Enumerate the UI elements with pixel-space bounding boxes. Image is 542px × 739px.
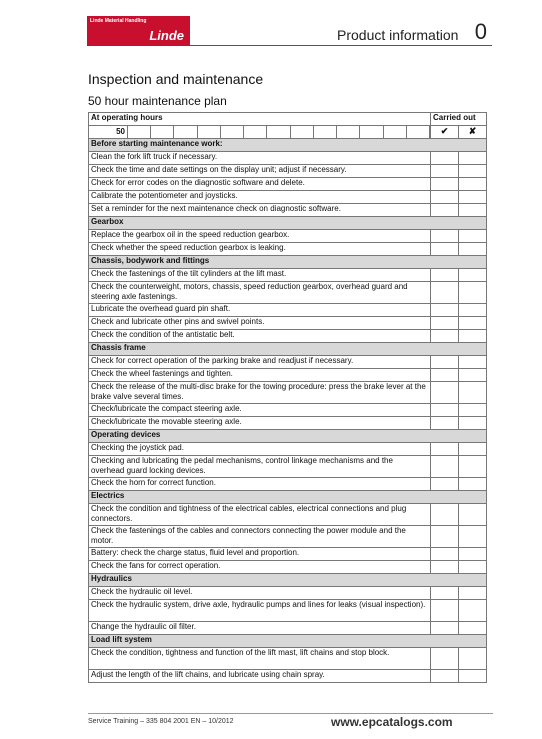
carried-out-check-cell[interactable] [431,330,459,343]
maintenance-task-row [89,330,487,343]
maintenance-task-row [89,600,487,622]
maintenance-task-row [89,191,487,204]
task-description: Check the condition and tightness of the electrical cables, electrical connections and plug connectors. [89,504,431,526]
section-header-row [89,217,487,230]
linde-logo [87,16,190,46]
section-header-row [89,430,487,443]
section-title: Operating devices [89,430,487,443]
maintenance-plan-table [88,112,487,683]
maintenance-task-row [89,304,487,317]
carried-out-check-cell[interactable] [431,382,459,404]
carried-out-check-cell[interactable] [431,165,459,178]
task-description: Check the condition, tightness and function of the lift mast, lift chains and stop block. [89,648,431,670]
carried-out-cross-cell[interactable] [459,548,487,561]
hours-grid-cell [267,126,290,138]
task-description: Battery: check the charge status, fluid level and proportion. [89,548,431,561]
section-title: Electrics [89,491,487,504]
carried-out-check-cell[interactable] [431,178,459,191]
task-description: Check whether the speed reduction gearbox is leaking. [89,243,431,256]
maintenance-task-row [89,478,487,491]
task-description: Check the time and date settings on the display unit; adjust if necessary. [89,165,431,178]
carried-out-cross-cell[interactable] [459,282,487,304]
maintenance-task-row [89,243,487,256]
carried-out-check-cell[interactable] [431,548,459,561]
carried-out-cross-cell[interactable] [459,269,487,282]
carried-out-check-cell[interactable] [431,269,459,282]
carried-out-cross-cell[interactable] [459,478,487,491]
carried-out-check-cell[interactable] [431,204,459,217]
maintenance-task-row [89,648,487,670]
carried-out-check-cell[interactable] [431,478,459,491]
carried-out-cross-cell[interactable] [459,561,487,574]
hours-grid-cell [360,126,383,138]
footer-website: www.epcatalogs.com [331,715,453,729]
section-header-row [89,256,487,269]
maintenance-task-row [89,417,487,430]
chapter-number: 0 [474,19,487,44]
carried-out-cross-cell[interactable] [459,304,487,317]
hours-grid-cell [128,126,151,138]
task-description: Check the condition of the antistatic belt. [89,330,431,343]
hours-grid-cell [384,126,407,138]
carried-out-check-cell[interactable] [431,282,459,304]
page-header [87,16,492,46]
maintenance-task-row [89,204,487,217]
page-title: Inspection and maintenance [88,71,264,87]
maintenance-task-row [89,382,487,404]
carried-out-check-cell[interactable] [431,243,459,256]
carried-out-cross-cell[interactable] [459,382,487,404]
carried-out-check-cell[interactable] [431,230,459,243]
carried-out-cross-cell[interactable] [459,178,487,191]
carried-out-cross-cell[interactable] [459,404,487,417]
carried-out-check-cell[interactable] [431,356,459,369]
carried-out-cross-cell[interactable] [459,204,487,217]
maintenance-task-row [89,317,487,330]
maintenance-task-row [89,443,487,456]
hours-grid-cell [174,126,197,138]
task-description: Calibrate the potentiometer and joysticks. [89,191,431,204]
footer-rule [88,713,493,714]
footer-service-training: Service Training – 335 804 2001 EN – 10/2012 [88,718,234,725]
hours-grid-cell [151,126,174,138]
task-description: Change the hydraulic oil filter. [89,622,431,635]
maintenance-task-row [89,165,487,178]
maintenance-task-row [89,404,487,417]
carried-out-cross-cell[interactable] [459,191,487,204]
carried-out-check-cell[interactable] [431,404,459,417]
maintenance-task-row [89,561,487,574]
task-description: Check and lubricate other pins and swivel points. [89,317,431,330]
task-description: Lubricate the overhead guard pin shaft. [89,304,431,317]
task-description: Check the hydraulic oil level. [89,587,431,600]
carried-out-cross-cell[interactable] [459,622,487,635]
carried-out-check-cell[interactable] [431,443,459,456]
carried-out-cross-cell[interactable] [459,330,487,343]
section-title: Before starting maintenance work: [89,139,487,152]
carried-out-cross-cell[interactable] [459,587,487,600]
section-title: Hydraulics [89,574,487,587]
carried-out-check-cell[interactable] [431,152,459,165]
carried-out-check-cell[interactable] [431,622,459,635]
task-description: Check the fastenings of the cables and connectors connecting the power module and the motor. [89,526,431,548]
hours-grid-cell [244,126,267,138]
section-title: Load lift system [89,635,487,648]
section-header-row [89,139,487,152]
hours-grid-cell [198,126,221,138]
carried-out-cross-cell[interactable] [459,504,487,526]
section-title: Chassis, bodywork and fittings [89,256,487,269]
operating-hours-label: At operating hours [89,113,431,126]
carried-out-cross-cell[interactable] [459,456,487,478]
carried-out-check-cell[interactable] [431,600,459,622]
maintenance-task-row [89,356,487,369]
task-description: Set a reminder for the next maintenance check on diagnostic software. [89,204,431,217]
carried-out-check-cell[interactable] [431,417,459,430]
carried-out-cross-cell[interactable] [459,317,487,330]
section-header-row [89,635,487,648]
maintenance-task-row [89,178,487,191]
task-description: Check the counterweight, motors, chassis, speed reduction gearbox, overhead guard and steering axle fastenings. [89,282,431,304]
maintenance-task-row [89,670,487,683]
maintenance-task-row [89,526,487,548]
carried-out-check-cell[interactable] [431,191,459,204]
task-description: Check for correct operation of the parking brake and readjust if necessary. [89,356,431,369]
task-description: Check/lubricate the movable steering axle. [89,417,431,430]
hours-grid-cells [89,126,430,138]
carried-out-cross-cell[interactable] [459,600,487,622]
hours-grid [89,126,431,139]
carried-out-cross-cell[interactable] [459,243,487,256]
maintenance-task-row [89,456,487,478]
check-mark-header: ✔ [431,126,459,139]
carried-out-check-cell[interactable] [431,587,459,600]
task-description: Checking the joystick pad. [89,443,431,456]
maintenance-task-row [89,269,487,282]
carried-out-cross-cell[interactable] [459,526,487,548]
task-description: Check for error codes on the diagnostic software and delete. [89,178,431,191]
page-subtitle: 50 hour maintenance plan [88,94,227,108]
section-title: Chassis frame [89,343,487,356]
maintenance-task-row [89,622,487,635]
carried-out-cross-cell[interactable] [459,670,487,683]
task-description: Check the horn for correct function. [89,478,431,491]
carried-out-check-cell[interactable] [431,504,459,526]
logo-tagline: Linde Material Handling [90,18,147,24]
carried-out-check-cell[interactable] [431,670,459,683]
carried-out-cross-cell[interactable] [459,230,487,243]
carried-out-check-cell[interactable] [431,456,459,478]
hours-value-row [89,126,487,139]
hours-grid-cell [314,126,337,138]
hours-grid-cell [291,126,314,138]
carried-out-cross-cell[interactable] [459,369,487,382]
task-description: Check the hydraulic system, drive axle, hydraulic pumps and lines for leaks (visual inspection). [89,600,431,622]
task-description: Clean the fork lift truck if necessary. [89,152,431,165]
maintenance-task-row [89,152,487,165]
carried-out-cross-cell[interactable] [459,165,487,178]
task-description: Check the fans for correct operation. [89,561,431,574]
carried-out-check-cell[interactable] [431,561,459,574]
header-rule [190,45,492,46]
carried-out-check-cell[interactable] [431,648,459,670]
maintenance-task-row [89,548,487,561]
section-header-row [89,491,487,504]
task-description: Replace the gearbox oil in the speed reduction gearbox. [89,230,431,243]
cross-mark-header: ✘ [459,126,487,139]
task-description: Check the release of the multi-disc brake for the towing procedure: press the brake lever at the brake valve several times. [89,382,431,404]
hours-grid-cell [337,126,360,138]
carried-out-cross-cell[interactable] [459,417,487,430]
section-title: Gearbox [89,217,487,230]
carried-out-cross-cell[interactable] [459,356,487,369]
task-description: Check/lubricate the compact steering axle. [89,404,431,417]
carried-out-check-cell[interactable] [431,304,459,317]
task-description: Adjust the length of the lift chains, and lubricate using chain spray. [89,670,431,683]
carried-out-check-cell[interactable] [431,317,459,330]
logo-brand: Linde [149,28,184,43]
maintenance-task-row [89,587,487,600]
header-title: Product information [337,27,459,43]
carried-out-label: Carried out [431,113,487,126]
carried-out-cross-cell[interactable] [459,648,487,670]
carried-out-cross-cell[interactable] [459,152,487,165]
carried-out-check-cell[interactable] [431,369,459,382]
section-header-row [89,343,487,356]
carried-out-cross-cell[interactable] [459,443,487,456]
hours-value: 50 [89,126,128,138]
operating-hours-row [89,113,487,126]
maintenance-task-row [89,230,487,243]
maintenance-task-row [89,282,487,304]
maintenance-task-row [89,504,487,526]
hours-grid-cell [407,126,430,138]
maintenance-task-row [89,369,487,382]
carried-out-check-cell[interactable] [431,526,459,548]
task-description: Check the fastenings of the tilt cylinders at the lift mast. [89,269,431,282]
task-description: Checking and lubricating the pedal mechanisms, control linkage mechanisms and the overhead guard locking devices. [89,456,431,478]
task-description: Check the wheel fastenings and tighten. [89,369,431,382]
hours-grid-cell [221,126,244,138]
section-header-row [89,574,487,587]
